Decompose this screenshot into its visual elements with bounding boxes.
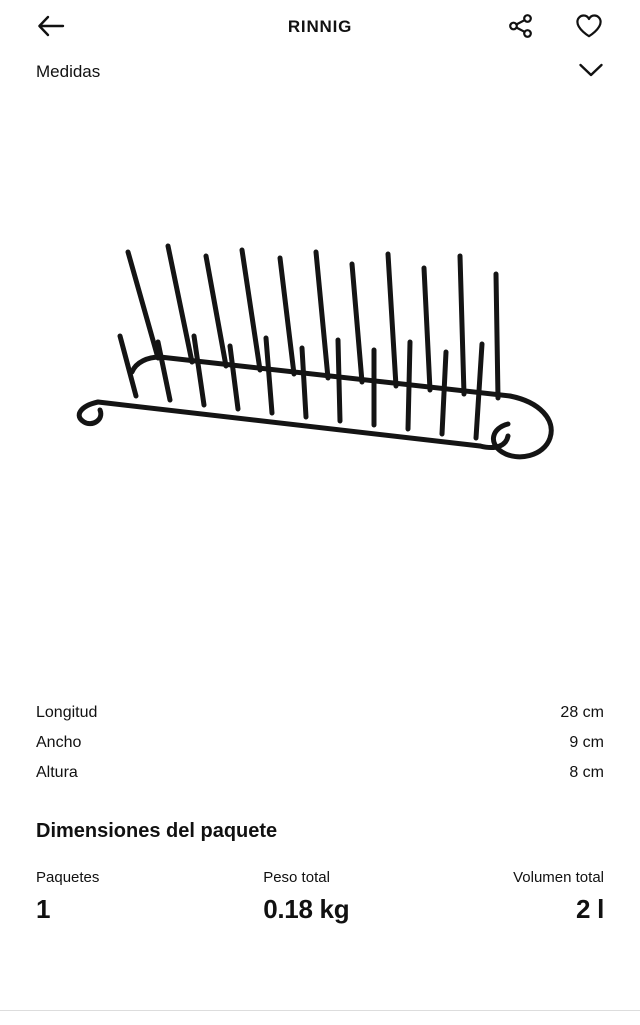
top-bar-actions — [504, 10, 606, 44]
measure-row — [36, 698, 604, 728]
package-stat-label: Paquetes — [36, 869, 100, 886]
measure-label: Longitud — [36, 704, 98, 721]
measure-row — [36, 758, 604, 788]
package-stat-volume — [513, 869, 604, 925]
share-icon — [508, 13, 534, 42]
measure-value: 8 cm — [569, 764, 604, 781]
arrow-left-icon — [37, 15, 65, 40]
heart-icon — [575, 13, 603, 42]
measure-value: 9 cm — [569, 734, 604, 751]
top-app-bar — [0, 0, 640, 54]
package-stat-value: 2 l — [575, 894, 604, 924]
share-button[interactable] — [504, 10, 538, 44]
package-stat-packages — [36, 869, 99, 925]
product-image[interactable] — [0, 94, 640, 694]
dish-drainer-illustration — [40, 224, 600, 564]
bottom-divider — [0, 1010, 640, 1011]
measure-row — [36, 728, 604, 758]
package-stat-value: 0.18 kg — [263, 894, 350, 924]
measures-list — [0, 698, 640, 788]
measure-label: Altura — [36, 764, 78, 781]
page-title: RINNIG — [287, 17, 353, 36]
favorite-button[interactable] — [572, 10, 606, 44]
package-stat-weight — [263, 869, 349, 925]
package-stat-label: Peso total — [263, 869, 330, 886]
back-button[interactable] — [34, 10, 68, 44]
measure-value: 28 cm — [560, 704, 604, 721]
measures-section-header[interactable] — [0, 50, 640, 94]
package-dimensions-grid — [0, 869, 640, 925]
package-dimensions-heading: Dimensiones del paquete — [36, 820, 278, 842]
package-stat-value: 1 — [36, 894, 51, 924]
measures-section-title: Medidas — [36, 62, 101, 81]
chevron-down-icon[interactable] — [578, 62, 604, 83]
package-stat-label: Volumen total — [513, 869, 604, 886]
measure-label: Ancho — [36, 734, 82, 751]
